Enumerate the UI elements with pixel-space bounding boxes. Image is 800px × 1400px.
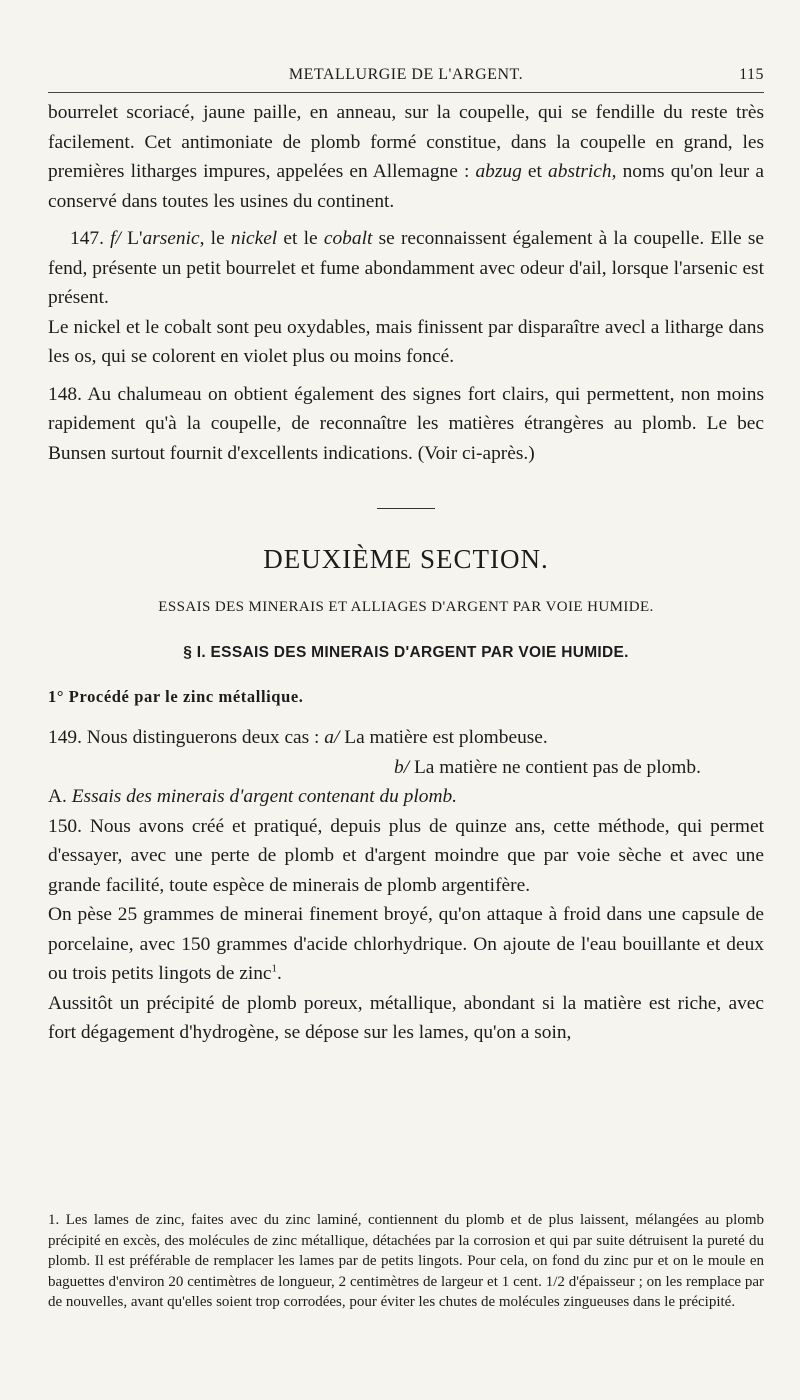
footnote: 1. Les lames de zinc, faites avec du zinc laminé, contiennent du plomb et de plus laissent, mélangées au plomb précipité en excès, des molécules de zinc métallique, détachées par la corrosion et qui par suite détruisent la pureté du plomb. Il est préférable de remplacer les lames par de petits lingots. Pour cela, on fond du zinc pur et on le moule en baguettes d'environ 20 centimètres de longueur, 2 centimètres de largeur et 1 cent. 1/2 d'épaisseur ; on les remplace par de nouvelles, avant qu'elles soient trop corrodées, pour éviter les chutes de molécules zingueuses dans le précipité. (48, 1212, 764, 1310)
paragraph-150-continued: On pèse 25 grammes de minerai finement broyé, qu'on attaque à froid dans une capsule de porcelaine, avec 150 grammes d'acide chlorhydrique. On ajoute de l'eau bouillante et deux ou trois petits lingots de zinc$^1$. (48, 904, 764, 984)
paragraph-heading: § I. ESSAIS DES MINERAIS D'ARGENT PAR VOIE HUMIDE. (183, 644, 629, 661)
running-header (48, 66, 764, 90)
body-text (48, 98, 764, 1048)
page-number: 115 (739, 66, 764, 83)
paragraph-150: 150. Nous avons créé et pratiqué, depuis plus de quinze ans, cette méthode, qui permet d'essayer, avec une perte de plomb et d'argent moindre que par voie sèche et avec une grande facilité, toute espèce de minerais de plomb argentifère. (48, 815, 764, 896)
paragraph-147-continued: Le nickel et le cobalt sont peu oxydables, mais finissent par disparaître avecl a litharge dans les os, qui se colorent en violet plus ou moins foncé. (48, 316, 764, 367)
footnote-ref: 1 (271, 962, 278, 975)
footnote-number: 1. (48, 1212, 60, 1228)
paragraph-number: 148. (48, 383, 82, 405)
running-title: METALLURGIE DE L'ARGENT. (288, 66, 524, 83)
procedure-heading: 1° Procédé par le zinc métallique. (48, 686, 304, 706)
header-rule (48, 92, 764, 93)
paragraph-149: 149. Nous distinguerons deux cas : a/ La matière est plombeuse. (48, 727, 548, 748)
paragraph-150-final: Aussitôt un précipité de plomb poreux, métallique, abondant si la matière est riche, avec fort dégagement d'hydrogène, se dépose sur les lames, qu'on a soin, (48, 992, 764, 1043)
paragraph-number: 150. (48, 815, 82, 837)
case-b-line: b/ La matière ne contient pas de plomb. (394, 756, 701, 778)
separator-rule (377, 508, 435, 509)
section-title: DEUXIÈME SECTION. (263, 544, 549, 574)
fraction: 1/2 (545, 1273, 565, 1290)
paragraph-148: 148. Au chalumeau on obtient également des signes fort clairs, qui permettent, non moins rapidement qu'à la coupelle, de reconnaître les matières étrangères au plomb. Le bec Bunsen surtout fournit d'excellents indications. (Voir ci-après.) (48, 383, 764, 464)
paragraph-continuation: bourrelet scoriacé, jaune paille, en anneau, sur la coupelle, qui se fendille du reste très facilement. Cet antimoniate de plomb formé constitue, dans la coupelle en grand, les premières litharges impures, appelées en Allemagne : abzug et abstrich, noms qu'on leur a conservé dans toutes les usines du continent. (48, 102, 764, 212)
paragraph-number: 147. (70, 228, 104, 249)
subsection-heading-a: A. Essais des minerais d'argent contenant du plomb. (48, 786, 458, 807)
paragraph-number: 149. (48, 727, 82, 748)
section-subtitle: ESSAIS DES MINERAIS ET ALLIAGES D'ARGENT PAR VOIE HUMIDE. (158, 598, 654, 615)
paragraph-147: 147. f/ L'arsenic, le nickel et le cobalt se reconnaissent également à la coupelle. Elle se fend, présente un petit bourrelet et fume abondamment avec odeur d'ail, lorsque l'arsenic est présent. (48, 228, 764, 308)
